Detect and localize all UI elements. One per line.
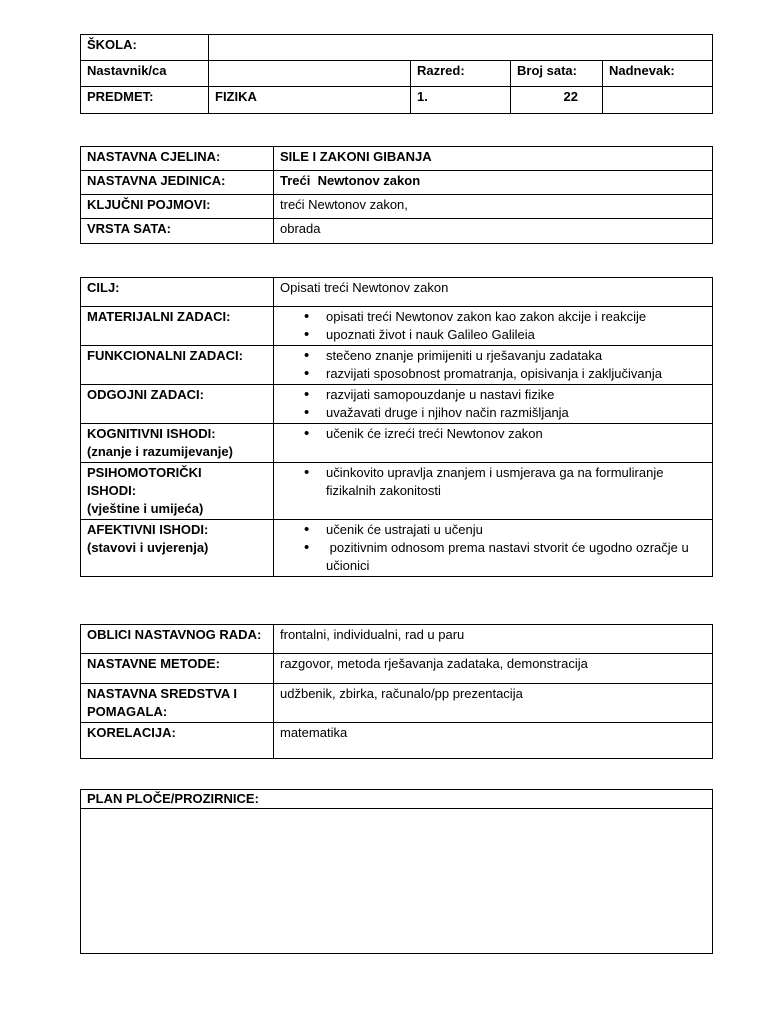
afektivni-ishodi-cell	[274, 520, 713, 577]
nastavnik-value	[209, 61, 411, 87]
nastavna-sredstva-label: NASTAVNA SREDSTVA I POMAGALA:	[81, 684, 274, 723]
nastavnik-label: Nastavnik/ca	[81, 61, 209, 87]
list-item: • učenik će ustrajati u učenju	[280, 521, 706, 539]
nastavna-cjelina-value: SILE I ZAKONI GIBANJA	[274, 147, 713, 171]
afektivni-ishodi-label	[81, 520, 274, 577]
funkcionalni-zadaci-cell	[274, 346, 713, 385]
kljucni-pojmovi-value: treći Newtonov zakon,	[274, 195, 713, 219]
kognitivni-ishodi-label-line: (znanje i razumijevanje)	[87, 444, 233, 459]
broj-sata-value: 22	[511, 87, 603, 114]
razred-value: 1.	[411, 87, 511, 114]
psihomotoricki-ishodi-label-line: ISHODI:	[87, 483, 137, 498]
nadnevak-value	[603, 87, 713, 114]
korelacija-value: matematika	[274, 723, 713, 759]
materijalni-zadaci-label: MATERIJALNI ZADACI:	[81, 307, 274, 346]
predmet-value: FIZIKA	[209, 87, 411, 114]
list-item: • pozitivnim odnosom prema nastavi stvorit će ugodno ozračje u učionici	[280, 539, 706, 575]
oblici-nastavnog-rada-value: frontalni, individualni, rad u paru	[274, 625, 713, 654]
skola-label: ŠKOLA:	[81, 35, 209, 61]
unit-table	[80, 146, 713, 244]
nadnevak-label: Nadnevak:	[603, 61, 713, 87]
psihomotoricki-ishodi-label-line: (vještine i umijeća)	[87, 501, 204, 516]
odgojni-zadaci-cell	[274, 385, 713, 424]
plan-ploce-label: PLAN PLOČE/PROZIRNICE:	[81, 790, 713, 809]
predmet-label: PREDMET:	[81, 87, 209, 114]
kljucni-pojmovi-label: KLJUČNI POJMOVI:	[81, 195, 274, 219]
psihomotoricki-ishodi-cell	[274, 463, 713, 520]
nastavna-jedinica-value: Treći Newtonov zakon	[274, 171, 713, 195]
plan-ploce-content	[81, 809, 713, 954]
list-item: • opisati treći Newtonov zakon kao zakon akcije i reakcije	[280, 308, 706, 326]
list-item: • učinkovito upravlja znanjem i usmjerava ga na formuliranje fizikalnih zakonitosti	[280, 464, 706, 500]
afektivni-ishodi-list	[280, 521, 706, 575]
materijalni-zadaci-cell	[274, 307, 713, 346]
nastavna-cjelina-label: NASTAVNA CJELINA:	[81, 147, 274, 171]
list-item: • upoznati život i nauk Galileo Galileia	[280, 326, 706, 344]
psihomotoricki-ishodi-label-line: PSIHOMOTORIČKI	[87, 465, 202, 480]
kognitivni-ishodi-list	[280, 425, 706, 443]
list-item: • stečeno znanje primijeniti u rješavanju zadataka	[280, 347, 706, 365]
cilj-value: Opisati treći Newtonov zakon	[274, 278, 713, 307]
list-item: • razvijati samopouzdanje u nastavi fizike	[280, 386, 706, 404]
skola-value	[209, 35, 713, 61]
list-item: • uvažavati druge i njihov način razmišljanja	[280, 404, 706, 422]
board-plan-table	[80, 789, 713, 954]
kognitivni-ishodi-cell	[274, 424, 713, 463]
vrsta-sata-label: VRSTA SATA:	[81, 219, 274, 244]
materijalni-zadaci-list	[280, 308, 706, 344]
afektivni-ishodi-label-line: (stavovi i uvjerenja)	[87, 540, 209, 555]
vrsta-sata-value: obrada	[274, 219, 713, 244]
nastavna-sredstva-value: udžbenik, zbirka, računalo/pp prezentacija	[274, 684, 713, 723]
nastavna-jedinica-label: NASTAVNA JEDINICA:	[81, 171, 274, 195]
oblici-nastavnog-rada-label: OBLICI NASTAVNOG RADA:	[81, 625, 274, 654]
psihomotoricki-ishodi-label	[81, 463, 274, 520]
methods-table	[80, 624, 713, 759]
header-table	[80, 34, 713, 114]
broj-sata-label: Broj sata:	[511, 61, 603, 87]
psihomotoricki-ishodi-list	[280, 464, 706, 500]
funkcionalni-zadaci-list	[280, 347, 706, 383]
nastavne-metode-label: NASTAVNE METODE:	[81, 654, 274, 684]
kognitivni-ishodi-label-line: KOGNITIVNI ISHODI:	[87, 426, 216, 441]
kognitivni-ishodi-label	[81, 424, 274, 463]
list-item: • učenik će izreći treći Newtonov zakon	[280, 425, 706, 443]
list-item: • razvijati sposobnost promatranja, opisivanja i zaključivanja	[280, 365, 706, 383]
odgojni-zadaci-list	[280, 386, 706, 422]
nastavne-metode-value: razgovor, metoda rješavanja zadataka, demonstracija	[274, 654, 713, 684]
cilj-label: CILJ:	[81, 278, 274, 307]
funkcionalni-zadaci-label: FUNKCIONALNI ZADACI:	[81, 346, 274, 385]
odgojni-zadaci-label: ODGOJNI ZADACI:	[81, 385, 274, 424]
goals-table	[80, 277, 713, 577]
afektivni-ishodi-label-line: AFEKTIVNI ISHODI:	[87, 522, 209, 537]
razred-label: Razred:	[411, 61, 511, 87]
korelacija-label: KORELACIJA:	[81, 723, 274, 759]
